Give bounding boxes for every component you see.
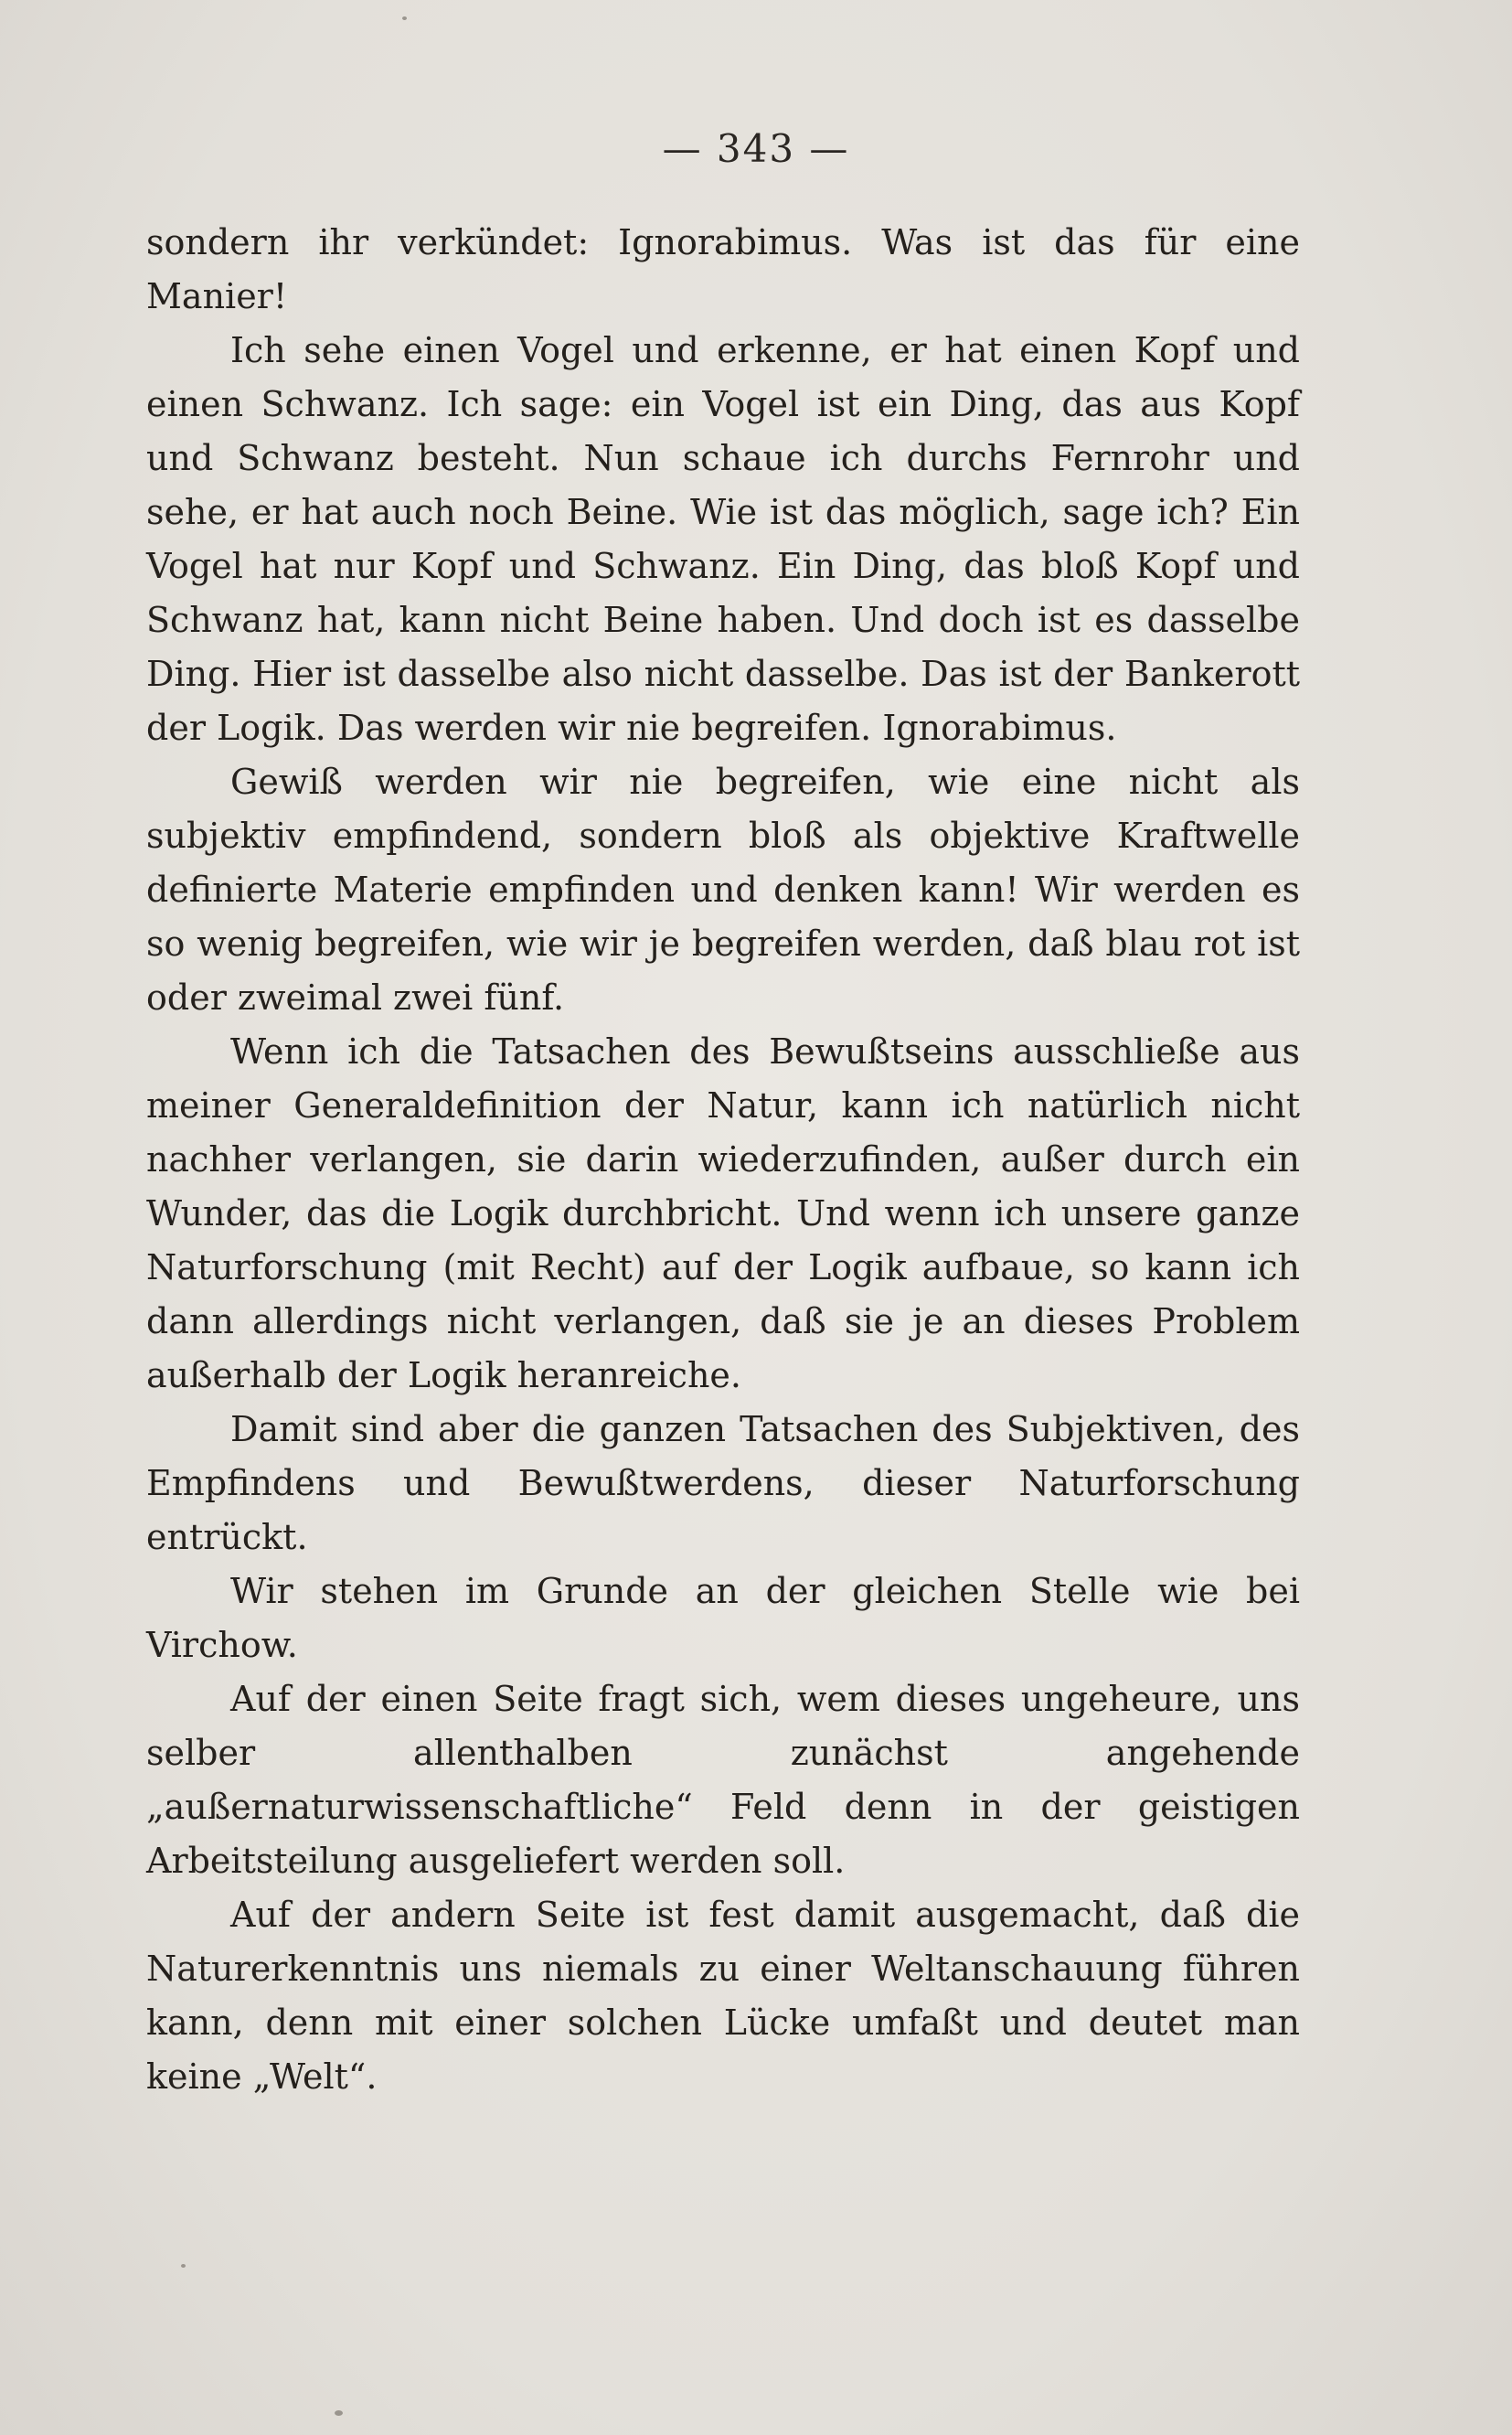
paragraph-4: Wenn ich die Tatsachen des Bewußtseins ausschließe aus meiner Generaldefinition der Natur, kann ich natürlich nicht nachher verlangen, sie darin wiederzufinden, außer durch ein Wunder, das die Logik durchbricht. Und wenn ich unsere ganze Naturforschung (mit Recht) auf der Logik aufbaue, so kann ich dann allerdings nicht verlangen, daß sie je an dieses Problem außerhalb der Logik heranreiche. [146, 1031, 1300, 1395]
body-text [146, 216, 1300, 2104]
paragraph-6: Wir stehen im Grunde an der gleichen Stelle wie bei Virchow. [146, 1571, 1300, 1665]
paper-speck [181, 2264, 186, 2268]
paper-speck [402, 16, 407, 20]
paragraph-8: Auf der andern Seite ist fest damit ausgemacht, daß die Naturerkenntnis uns niemals zu einer Weltanschauung führen kann, denn mit einer solchen Lücke umfaßt und deutet man keine „Welt“. [146, 1895, 1300, 2097]
paragraph-5: Damit sind aber die ganzen Tatsachen des Subjektiven, des Empfindens und Bewußtwerdens, dieser Naturforschung entrückt. [146, 1409, 1300, 1557]
paragraph-3: Gewiß werden wir nie begreifen, wie eine nicht als subjektiv empfindend, sondern bloß als objektive Kraftwelle definierte Materie empfinden und denken kann! Wir werden es so wenig begreifen, wie wir je begreifen werden, daß blau rot ist oder zweimal zwei fünf. [146, 762, 1300, 1018]
page-number: — 343 — [662, 126, 850, 171]
paragraph-7: Auf der einen Seite fragt sich, wem dieses ungeheure, uns selber allenthalben zunächst angehende „außernaturwissenschaftliche“ Feld denn in der geistigen Arbeitsteilung ausgeliefert werden soll. [146, 1679, 1300, 1881]
paper-speck [335, 2410, 343, 2416]
paragraph-1: sondern ihr verkündet: Ignorabimus. Was ist das für eine Manier! [146, 222, 1300, 316]
paragraph-2: Ich sehe einen Vogel und erkenne, er hat einen Kopf und einen Schwanz. Ich sage: ein Vogel ist ein Ding, das aus Kopf und Schwanz besteht. Nun schaue ich durchs Fernrohr und sehe, er hat auch noch Beine. Wie ist das möglich, sage ich? Ein Vogel hat nur Kopf und Schwanz. Ein Ding, das bloß Kopf und Schwanz hat, kann nicht Beine haben. Und doch ist es dasselbe Ding. Hier ist dasselbe also nicht dasselbe. Das ist der Bankerott der Logik. Das werden wir nie begreifen. Ignorabimus. [146, 330, 1300, 748]
